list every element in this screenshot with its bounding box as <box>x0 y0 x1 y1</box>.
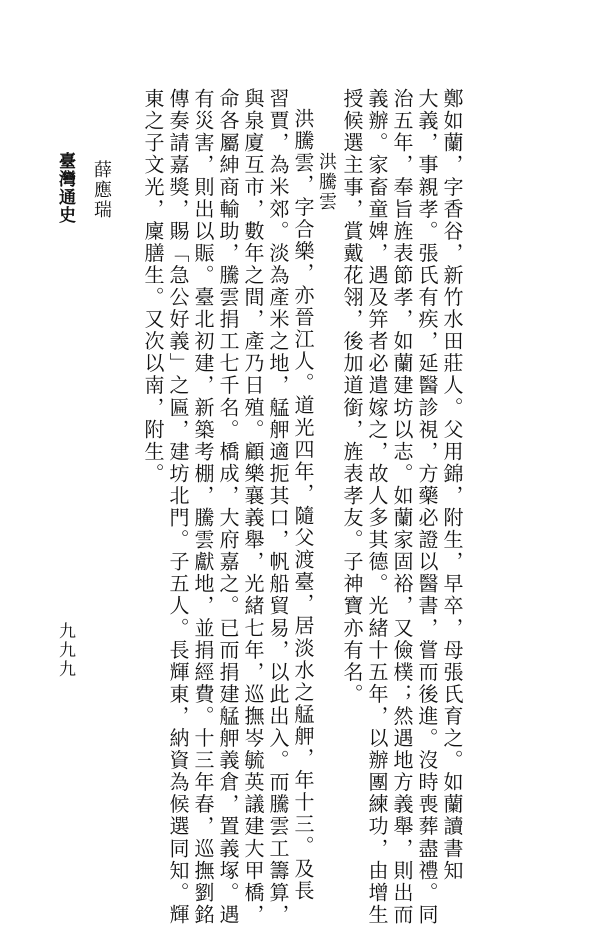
text-column: 東之子文光，廩膳生。又次以南，附生。 <box>141 88 165 485</box>
section-heading: 洪騰雲 <box>316 152 337 212</box>
text-column: 命各屬紳商輸助，騰雲捐工七千名。橋成，大府嘉之。已而捐建艋舺義倉，置義塚。遇 <box>216 88 240 926</box>
text-column: 義辦。家畜童婢，遇及笄者必遣嫁之，故人多其德。光緒十五年，以辦團練功，由增生 <box>365 88 389 926</box>
running-header-title: 臺灣通史 <box>55 152 75 224</box>
page-number: 九九九 <box>55 622 75 679</box>
section-heading: 薛應瑞 <box>91 160 112 220</box>
text-column: 洪騰雲，字合樂，亦晉江人。道光四年，隨父渡臺，居淡水之艋舺，年十三。及長 <box>291 108 315 902</box>
text-column: 授候選主事，賞戴花翎，後加道銜，旌表孝友。子神寶亦有名。 <box>340 88 364 706</box>
text-column: 鄭如蘭，字香谷，新竹水田莊人。父用錦，附生，早卒，母張氏育之。如蘭讀書知 <box>440 88 464 882</box>
text-column: 治五年，奉旨旌表節孝，如蘭建坊以志。如蘭家固裕，又儉樸；然遇地方義舉，則出而 <box>390 88 414 926</box>
text-column: 大義，事親孝。張氏有疾，延醫診視，方藥必證以醫書，嘗而後進。沒時喪葬盡禮。同 <box>415 88 439 926</box>
text-column: 有災害，則出以賑。臺北初建，新築考棚，騰雲獻地，並捐經費。十三年春，巡撫劉銘 <box>191 88 215 926</box>
text-column: 習賈，為米郊。淡為產米之地，艋舺適扼其口，帆船貿易，以此出入。而騰雲工籌算， <box>266 88 290 926</box>
text-column: 與泉廈互市，數年之間，產乃日殖。顧樂襄義舉，光緒七年，巡撫岑毓英議建大甲橋， <box>241 88 265 926</box>
text-column: 傳奏請嘉獎，賜「急公好義」之匾，建坊北門。子五人。長輝東，納資為候選同知。輝 <box>166 88 190 926</box>
